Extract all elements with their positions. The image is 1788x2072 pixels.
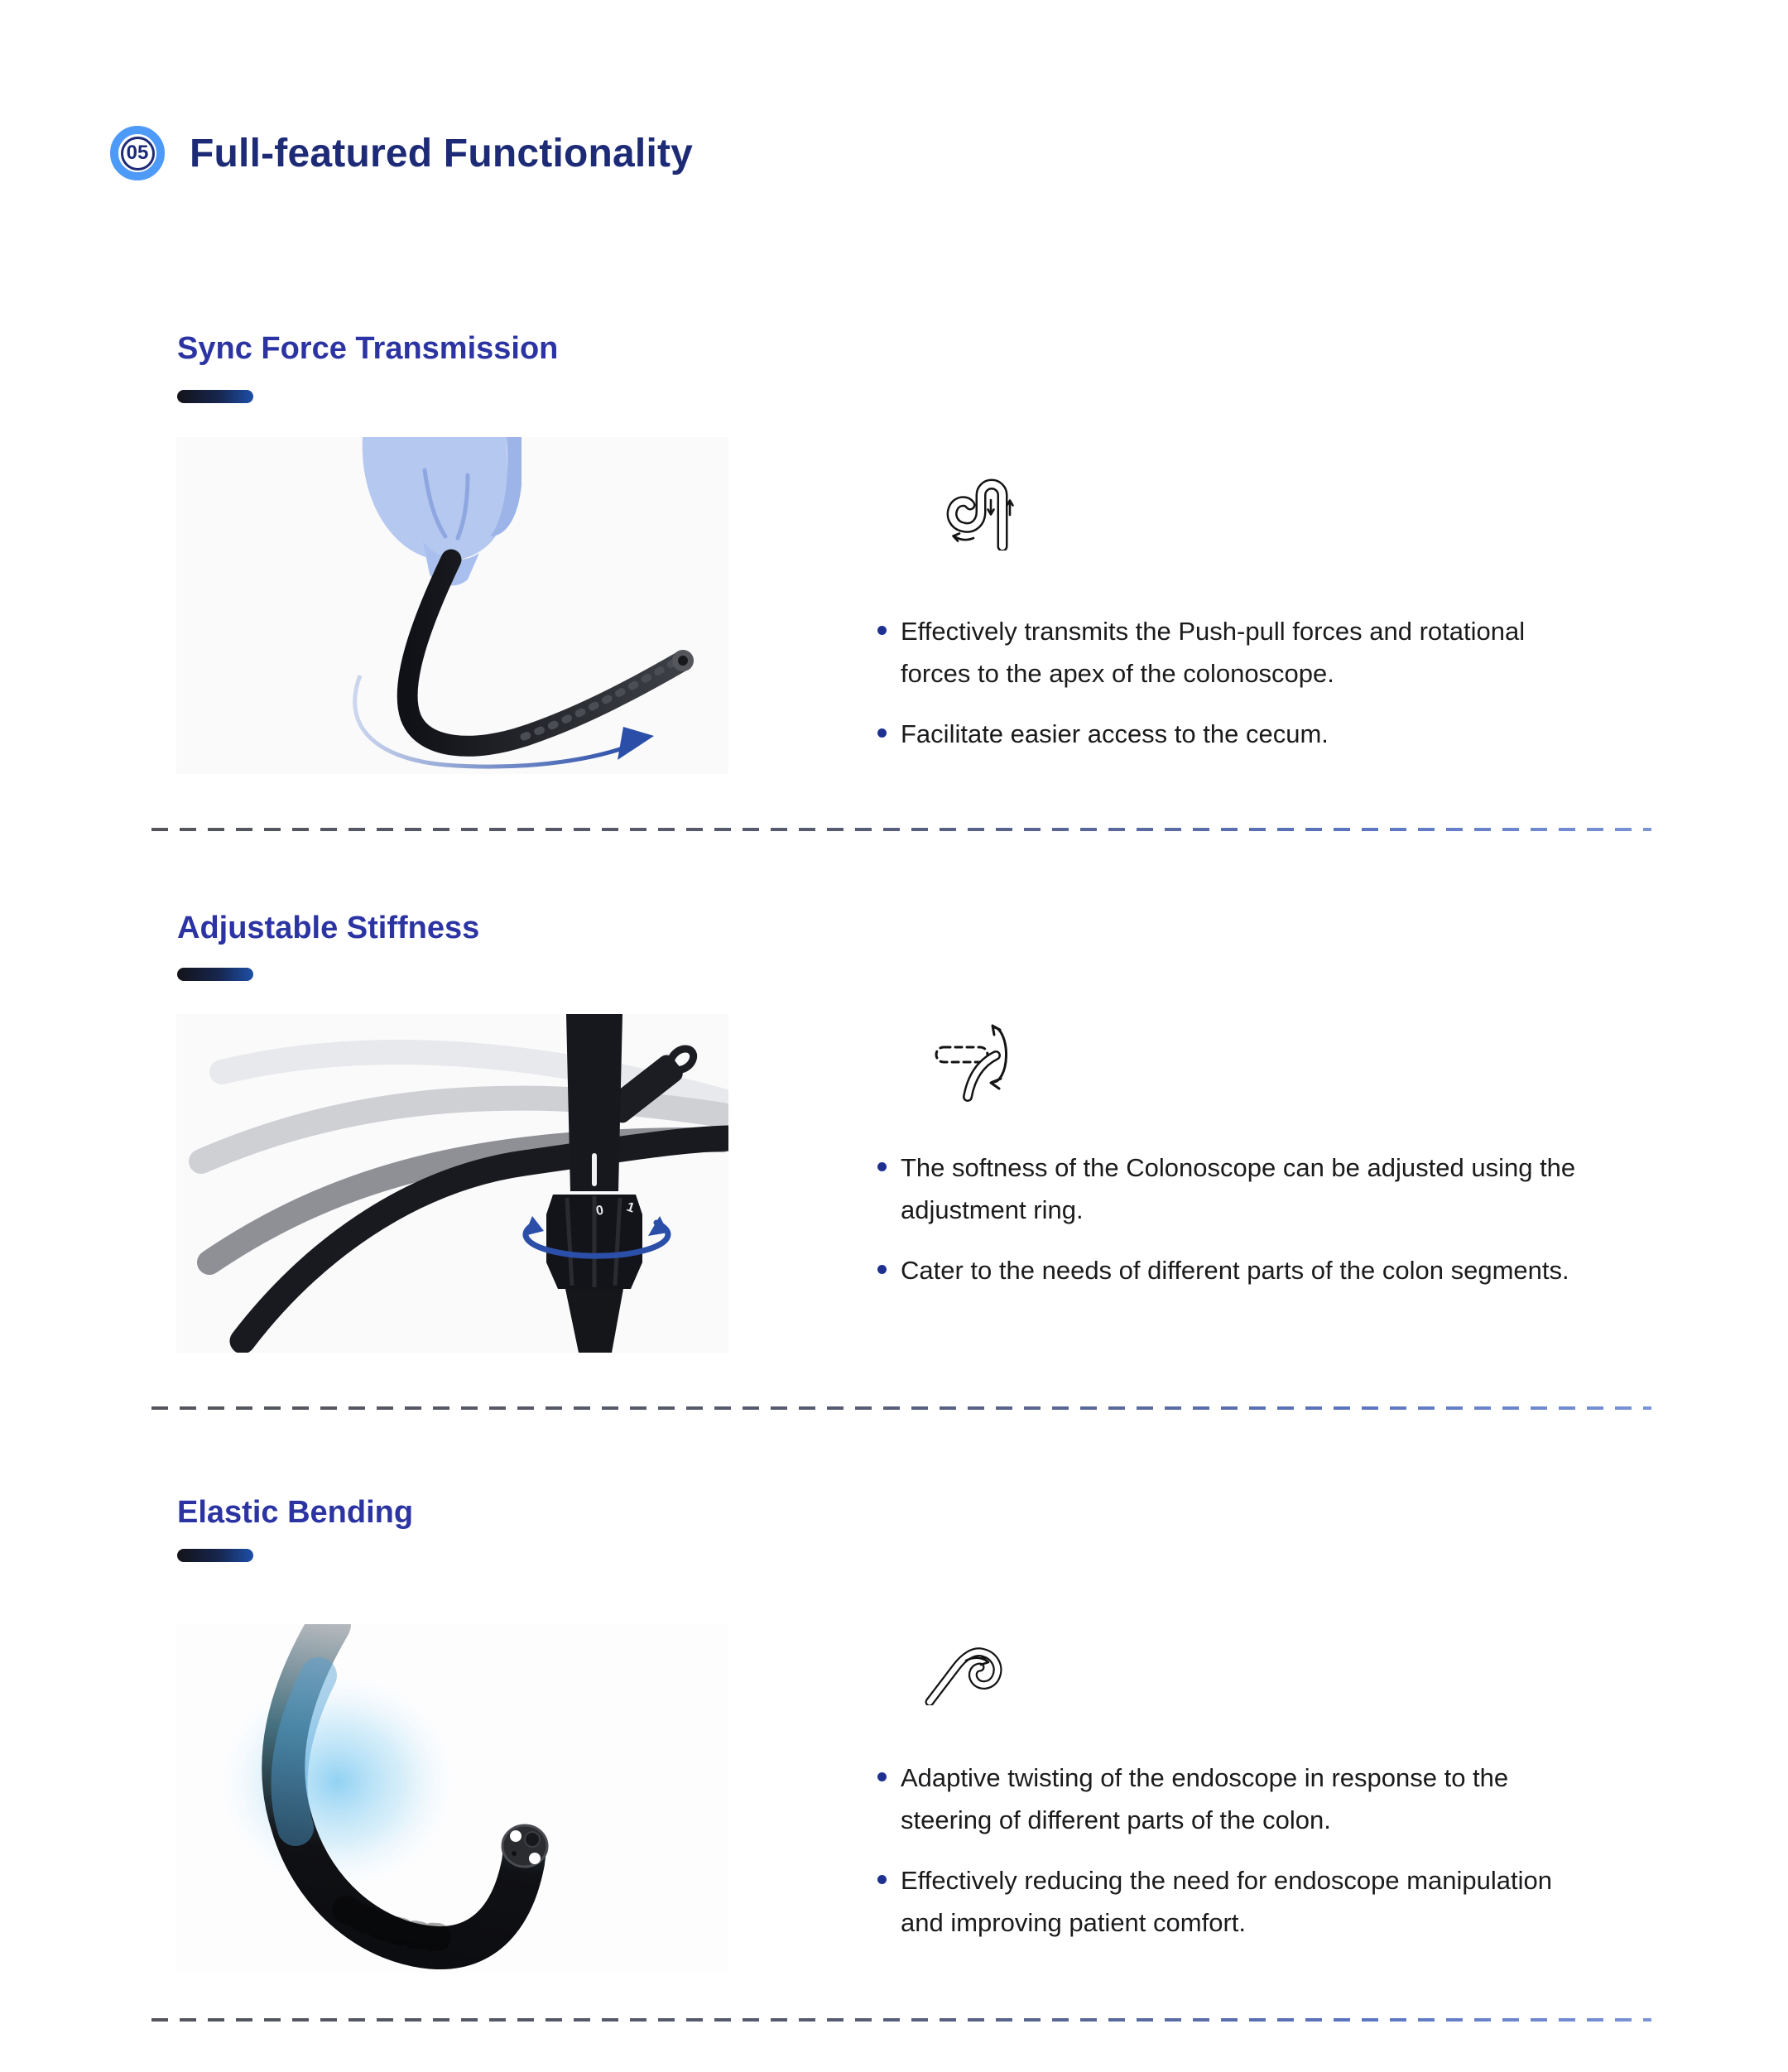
bullet-dot — [877, 1162, 887, 1171]
list-item — [877, 1859, 1588, 1944]
bullet-list — [877, 610, 1588, 773]
bullet-text: Adaptive twisting of the endoscope in response to the steering of different parts of the colon. — [901, 1763, 1509, 1834]
push-pull-path-icon — [933, 468, 1019, 550]
camera-tip-graphic — [502, 1825, 547, 1867]
bullet-text: Cater to the needs of different parts of the colon segments. — [901, 1256, 1569, 1285]
bullet-dot — [877, 728, 887, 738]
elastic-bend-illustration — [176, 1624, 728, 1972]
bullet-list — [877, 1757, 1588, 1962]
section-heading-elastic-bending: Elastic Bending — [177, 1495, 414, 1530]
bullet-dot — [877, 1875, 887, 1884]
heading-underline-pill — [177, 968, 253, 981]
section-number-badge — [110, 126, 165, 180]
hand-endoscope-illustration — [176, 437, 728, 774]
bullet-dot — [877, 626, 887, 635]
bullet-text: Facilitate easier access to the cecum. — [901, 719, 1329, 748]
page-header — [110, 126, 693, 180]
knob-mark-0: 0 — [594, 1203, 605, 1219]
heading-underline-pill — [177, 1549, 253, 1562]
stiffness-adjust-icon — [930, 1014, 1026, 1107]
section-heading-sync-force-transmission: Sync Force Transmission — [177, 331, 559, 366]
stiffness-stages-illustration — [176, 1014, 728, 1353]
bullet-text: Effectively transmits the Push-pull forces and rotational forces to the apex of the colonoscope. — [901, 617, 1526, 688]
figure-elastic-bending — [176, 1624, 728, 1972]
page-title: Full-featured Functionality — [190, 131, 694, 175]
bullet-text: The softness of the Colonoscope can be adjusted using the adjustment ring. — [901, 1153, 1576, 1224]
list-item — [877, 1249, 1588, 1291]
bullet-list — [877, 1147, 1588, 1310]
bullet-dot — [877, 1772, 887, 1781]
heading-underline-pill — [177, 390, 253, 403]
list-item — [877, 1147, 1588, 1231]
list-item — [877, 1757, 1588, 1841]
section-heading-adjustable-stiffness: Adjustable Stiffness — [177, 911, 480, 945]
bullet-dot — [877, 1265, 887, 1274]
figure-sync-force-transmission — [176, 437, 728, 774]
list-item — [877, 713, 1588, 755]
knob-mark-1: 1 — [624, 1199, 637, 1216]
figure-adjustable-stiffness — [176, 1014, 728, 1353]
bending-tube-icon — [923, 1629, 1019, 1705]
dashed-divider — [151, 2018, 1651, 2022]
dashed-divider — [151, 828, 1651, 831]
list-item — [877, 610, 1588, 695]
section-number: 05 — [121, 137, 155, 171]
bullet-text: Effectively reducing the need for endoscope manipulation and improving patient comfort. — [901, 1866, 1553, 1937]
dashed-divider — [151, 1406, 1651, 1410]
